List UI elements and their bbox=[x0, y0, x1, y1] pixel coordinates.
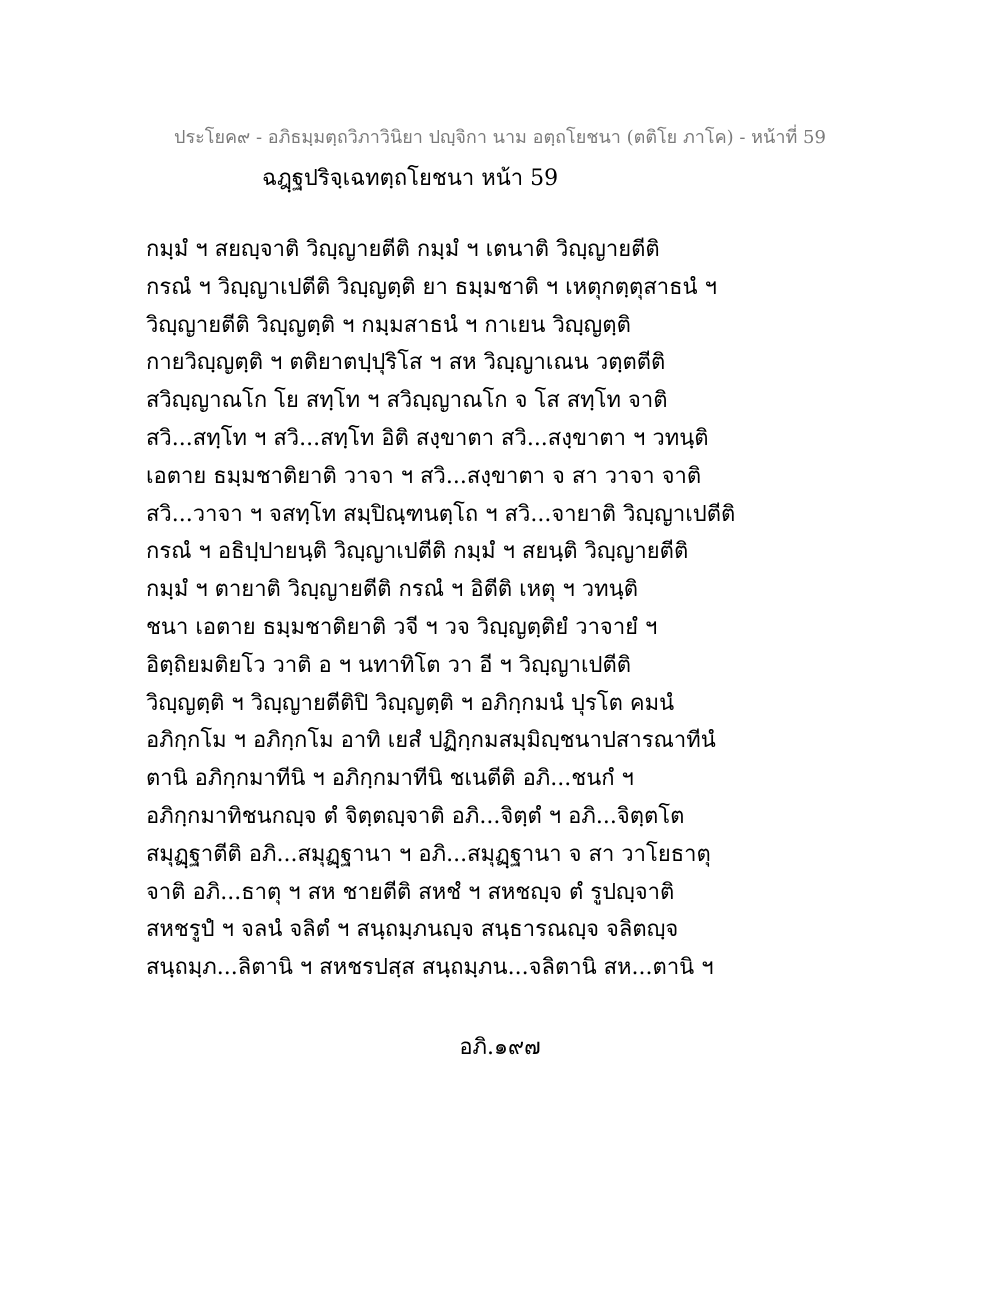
body-line: อิตฺถิยมติยโว วาติ อ ฯ นทาทิโต วา อี ฯ วิญฺญาเปตีติ bbox=[146, 652, 632, 678]
section-heading: ฉฎฺฐปริจฺเฉทตฺถโยชนา หน้า 59 bbox=[262, 166, 559, 191]
body-line: สวิญฺญาณโก โย สทฺโท ฯ สวิญฺญาณโก จ โส สทฺโท จาติ bbox=[146, 388, 668, 414]
body-line: อภิกฺกมาทิชนกญฺจ ตํ จิตฺตญฺจาติ อภิ...จิตฺตํ ฯ อภิ...จิตฺตโต bbox=[146, 803, 685, 829]
body-line: กมฺมํ ฯ ตายาติ วิญฺญายตีติ กรณํ ฯ อิตีติ เหตุ ฯ วทนฺติ bbox=[146, 577, 638, 603]
running-header: ประโยค๙ - อภิธมฺมตฺถวิภาวินิยา ปญฺจิกา นาม อตฺถโยชนา (ตติโย ภาโค) - หน้าที่ 59 bbox=[174, 127, 826, 148]
body-line: สมุฏฺฐาตีติ อภิ...สมุฏฺฐานา ฯ อภิ...สมุฏฺฐานา จ สา วาโยธาตุ bbox=[146, 841, 711, 867]
body-line: อภิกฺกโม ฯ อภิกฺกโม อาทิ เยสํ ปฏิกฺกมสมฺมิญฺชนาปสารณาทีนํ bbox=[146, 728, 716, 754]
body-line: เอตาย ธมฺมชาติยาติ วาจา ฯ สวิ...สงฺขาตา จ สา วาจา จาติ bbox=[146, 463, 702, 489]
body-line: กมฺมํ ฯ สยญฺจาติ วิญฺญายตีติ กมฺมํ ฯ เตนาติ วิญฺญายตีติ bbox=[146, 237, 660, 262]
page-footer-mark: อภิ.๑๙๗ bbox=[459, 1035, 541, 1060]
body-line: กรณํ ฯ วิญฺญาเปตีติ วิญฺญตฺติ ยา ธมฺมชาติ ฯ เหตุกตฺตุสาธนํ ฯ bbox=[146, 274, 717, 300]
body-line: กายวิญฺญตฺติ ฯ ตติยาตปฺปุริโส ฯ สห วิญฺญาเณน วตฺตตีติ bbox=[146, 350, 666, 376]
body-line: วิญฺญตฺติ ฯ วิญฺญายตีติปิ วิญฺญตฺติ ฯ อภิกฺกมนํ ปุรโต คมนํ bbox=[146, 690, 675, 716]
body-line: วิญฺญายตีติ วิญฺญตฺติ ฯ กมฺมสาธนํ ฯ กาเยน วิญฺญตฺติ bbox=[146, 312, 631, 338]
body-line: สวิ...สทฺโท ฯ สวิ...สทฺโท อิติ สงฺขาตา สวิ...สงฺขาตา ฯ วทนฺติ bbox=[146, 425, 709, 451]
body-line: กรณํ ฯ อธิปฺปายนฺติ วิญฺญาเปตีติ กมฺมํ ฯ สยนฺติ วิญฺญายตีติ bbox=[146, 539, 689, 565]
body-line: จาติ อภิ...ธาตุ ฯ สห ชายตีติ สหชํ ฯ สหชญฺจ ตํ รูปญฺจาติ bbox=[146, 879, 675, 905]
body-line: ตานิ อภิกฺกมาทีนิ ฯ อภิกฺกมาทีนิ ชเนตีติ อภิ...ชนกํ ฯ bbox=[146, 766, 634, 792]
body-line: สนฺถมฺภ...ลิตานิ ฯ สหชรปสฺส สนฺถมฺภน...จลิตานิ สห...ตานิ ฯ bbox=[146, 955, 714, 981]
body-line: สวิ...วาจา ฯ จสทฺโท สมฺปิณฺฑนตฺโถ ฯ สวิ...จายาติ วิญฺญาเปตีติ bbox=[146, 501, 736, 527]
body-text bbox=[146, 231, 906, 987]
body-line: สหชรูปํ ฯ จลนํ จลิตํ ฯ สนฺถมฺภนญฺจ สนฺธารณญฺจ จลิตญฺจ bbox=[146, 917, 679, 943]
body-line: ชนา เอตาย ธมฺมชาติยาติ วจี ฯ วจ วิญฺญตฺติยํ วาจายํ ฯ bbox=[146, 614, 658, 640]
